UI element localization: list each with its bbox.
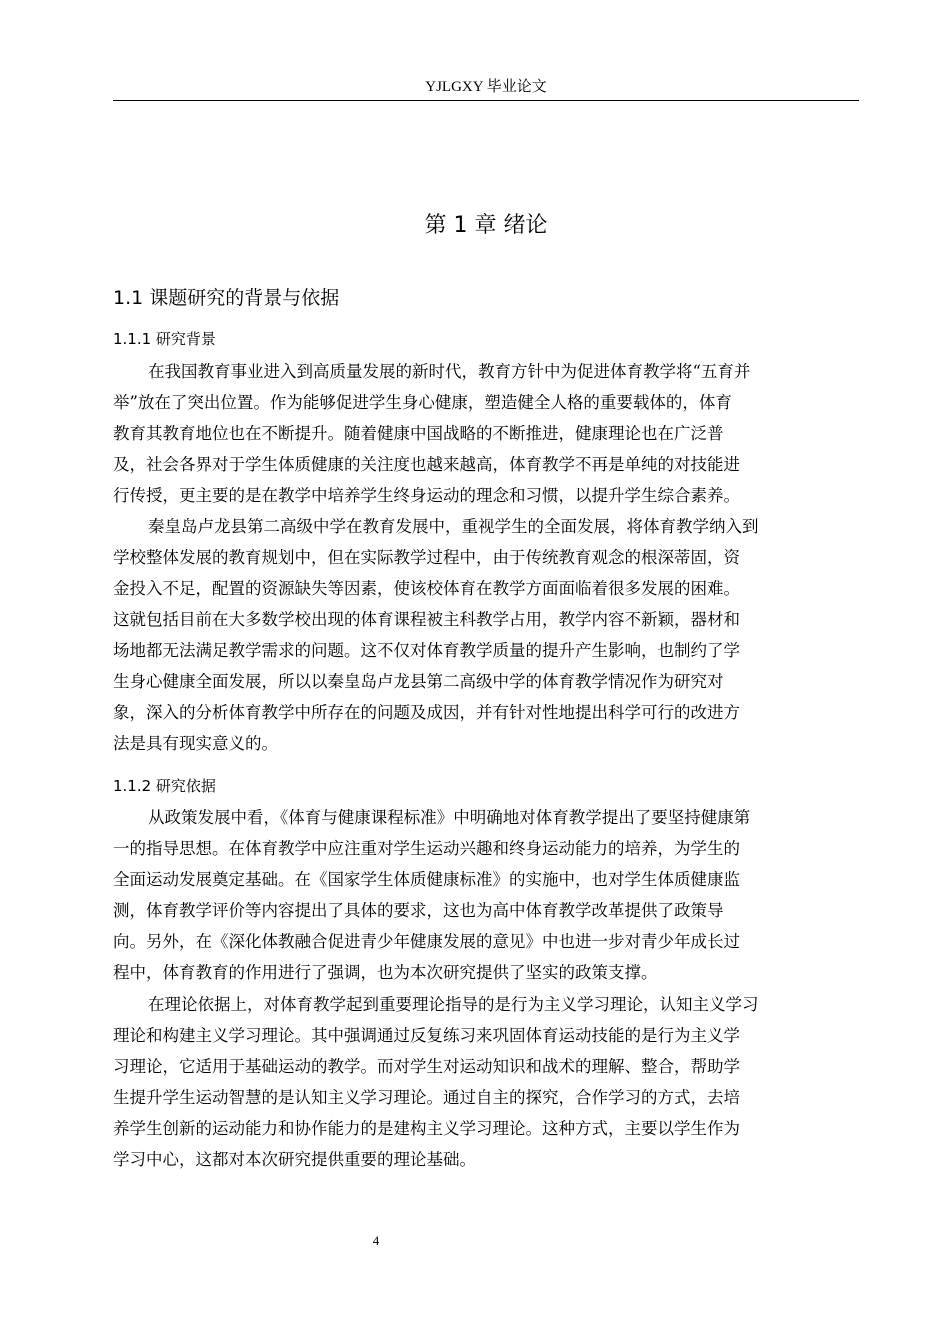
paragraph-line: 法是具有现实意义的。: [113, 734, 278, 753]
paragraph-basis-2: [113, 989, 859, 1175]
paragraph-basis-1: [113, 802, 859, 988]
paragraph-line: 生提升学生运动智慧的是认知主义学习理论。通过自主的探究，合作学习的方式，去培: [113, 1088, 740, 1107]
section-heading-1-1: 1.1 课题研究的背景与依据: [113, 287, 340, 309]
paragraph-line: 向。另外，在《深化体教融合促进青少年健康发展的意见》中也进一步对青少年成长过: [113, 932, 740, 951]
subsection-heading-1-1-2: 1.1.2 研究依据: [113, 777, 216, 795]
paragraph-line: 这就包括目前在大多数学校出现的体育课程被主科教学占用，教学内容不新颖，器材和: [113, 610, 740, 629]
paragraph-background-1: [113, 356, 859, 511]
paragraph-line: 测，体育教学评价等内容提出了具体的要求，这也为高中体育教学改革提供了政策导: [113, 901, 724, 920]
page-header: YJLGXY 毕业论文: [425, 79, 547, 95]
header-divider: [113, 100, 859, 101]
paragraph-line: 金投入不足，配置的资源缺失等因素，使该校体育在教学方面面临着很多发展的困难。: [113, 579, 740, 598]
paragraph-line: 学习中心，这都对本次研究提供重要的理论基础。: [113, 1150, 476, 1169]
page-number: 4: [372, 1233, 380, 1248]
paragraph-line: 养学生创新的运动能力和协作能力的是建构主义学习理论。这种方式，主要以学生作为: [113, 1119, 740, 1138]
paragraph-line: 行传授，更主要的是在教学中培养学生终身运动的理念和习惯，以提升学生综合素养。: [113, 486, 740, 505]
paragraph-line: 从政策发展中看，《体育与健康课程标准》中明确地对体育教学提出了要坚持健康第: [148, 808, 751, 827]
paragraph-line: 在理论依据上，对体育教学起到重要理论指导的是行为主义学习理论，认知主义学习: [148, 995, 759, 1014]
paragraph-line: 及，社会各界对于学生体质健康的关注度也越来越高，体育教学不再是单纯的对技能进: [113, 455, 740, 474]
paragraph-line: 生身心健康全面发展，所以以秦皇岛卢龙县第二高级中学的体育教学情况作为研究对: [113, 672, 724, 691]
paragraph-line: 教育其教育地位也在不断提升。随着健康中国战略的不断推进，健康理论也在广泛普: [113, 424, 724, 443]
paragraph-line: 场地都无法满足教学需求的问题。这不仅对体育教学质量的提升产生影响，也制约了学: [113, 641, 740, 660]
paragraph-line: 全面运动发展奠定基础。在《国家学生体质健康标准》的实施中，也对学生体质健康监: [113, 870, 740, 889]
paragraph-line: 象，深入的分析体育教学中所存在的问题及成因，并有针对性地提出科学可行的改进方: [113, 703, 740, 722]
paragraph-line: 理论和构建主义学习理论。其中强调通过反复练习来巩固体育运动技能的是行为主义学: [113, 1026, 740, 1045]
subsection-heading-1-1-1: 1.1.1 研究背景: [113, 330, 216, 348]
paragraph-line: 一的指导思想。在体育教学中应注重对学生运动兴趣和终身运动能力的培养，为学生的: [113, 839, 740, 858]
paragraph-line: 程中，体育教育的作用进行了强调，也为本次研究提供了坚实的政策支撑。: [113, 963, 658, 982]
paragraph-background-2: [113, 511, 859, 759]
paragraph-line: 在我国教育事业进入到高质量发展的新时代，教育方针中为促进体育教学将“五育并: [148, 362, 751, 381]
paragraph-line: 秦皇岛卢龙县第二高级中学在教育发展中，重视学生的全面发展，将体育教学纳入到: [148, 517, 759, 536]
paragraph-line: 举”放在了突出位置。作为能够促进学生身心健康，塑造健全人格的重要载体的，体育: [113, 393, 732, 412]
chapter-title: 第 1 章 绪论: [424, 213, 548, 238]
paragraph-line: 学校整体发展的教育规划中，但在实际教学过程中，由于传统教育观念的根深蒂固，资: [113, 548, 740, 567]
paragraph-line: 习理论，它适用于基础运动的教学。而对学生对运动知识和战术的理解、整合，帮助学: [113, 1057, 740, 1076]
